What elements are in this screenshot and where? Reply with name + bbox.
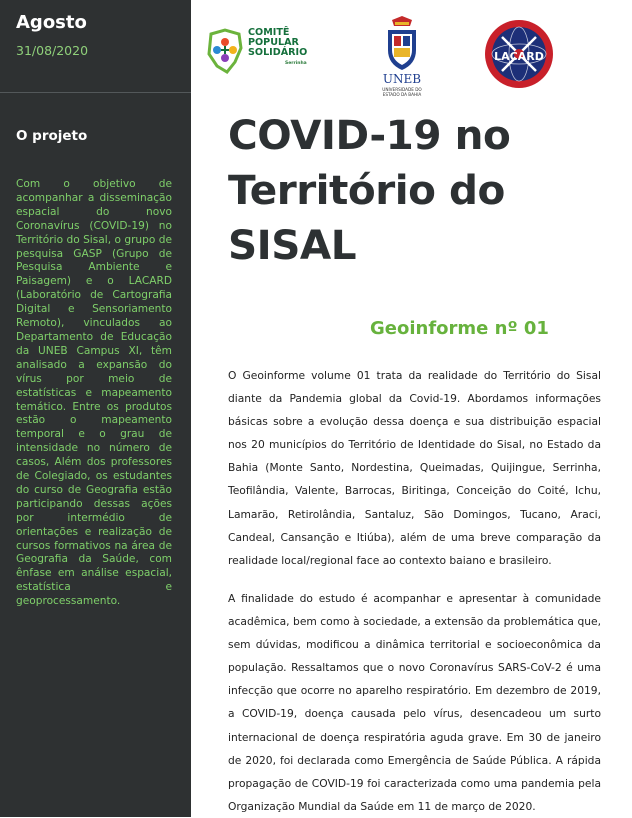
lacard-logo <box>484 19 554 89</box>
comite-line-3: SOLIDÁRIO <box>248 47 308 59</box>
sidebar-divider <box>0 92 191 93</box>
uneb-crest-icon <box>378 16 426 72</box>
comite-line-1: COMITÊ <box>248 27 290 38</box>
uneb-subtitle-line-2: ESTADO DA BAHIA <box>382 92 422 97</box>
purpose-paragraph: A finalidade do estudo é acompanhar e apresentar à comunidade acadêmica, bem como à sociedade, a extensão da problemática que, sem dúvidas, modificou a dinâmica territorial e socioeconômica da população. Ressaltamos que o novo Coronavírus SARS-CoV-2 é uma infecção que ocorre no aparelho respiratório. Em dezembro de 2019, a COVID-19, doença causada pelo vírus, desencadeou um surto internacional de doença respiratória aguda grave. Em 30 de janeiro de 2020, foi declarada como Emergência de Saúde Pública. A rápida propagação de COVID-19 foi caracterizada como uma pandemia pela Organização Mundial da Saúde em 11 de março de 2020. <box>228 592 601 813</box>
uneb-subtitle-line-1: UNIVERSIDADE DO <box>382 87 422 92</box>
comite-line-2: POPULAR <box>248 37 299 49</box>
comite-popular-logo <box>205 28 323 76</box>
comite-map-icon <box>205 28 245 74</box>
sidebar <box>0 0 191 817</box>
comite-subtitle: Serrinha <box>285 61 307 66</box>
sidebar-heading: O projeto <box>16 128 88 144</box>
page-title: COVID-19 no Território do SISAL <box>228 111 511 269</box>
uneb-subtitle <box>374 87 430 97</box>
lacard-globe-icon <box>484 19 554 89</box>
sidebar-month: Agosto <box>16 12 87 33</box>
geoinforme-subtitle: Geoinforme nº 01 <box>370 318 549 339</box>
sidebar-project-text: Com o objetivo de acompanhar a disseminação espacial do novo Coronavírus (COVID-19) no Território do Sisal, o grupo de pesquisa GASP (Grupo de Pesquisa Ambiente e Paisagem) e o LACARD (Laboratório de Cartografia Digital e Sensoriamento Remoto), vinculados ao Departamento de Educação da UNEB Campus XI, têm analisado a expansão do vírus por meio de estatísticas e mapeamento temático. Entre os produtos estão o mapeamento temporal e o grau de intensidade no número de casos, Além dos professores de Colegiado, os estudantes do curso de Geografia estão participando dessas ações por intermédio de orientações e realização de cursos formativos na área de Geografia da Saúde, com ênfase em análise espacial, estatística e geoprocessamento. <box>16 178 172 608</box>
lacard-wordmark: LACARD <box>494 50 544 63</box>
intro-paragraph: O Geoinforme volume 01 trata da realidade do Território do Sisal diante da Pandemia global da Covid-19. Abordamos informações básicas sobre a evolução dessa doença e sua distribuição espacial nos 20 municípios do Território de Identidade do Sisal, no Estado da Bahia (Monte Santo, Nordestina, Queimadas, Quijingue, Serrinha, Teofilândia, Valente, Barrocas, Biritinga, Conceição do Coité, Ichu, Lamarão, Retirolândia, Santaluz, São Domingos, Tucano, Araci, Candeal, Cansanção e Itiúba), além de uma breve comparação da realidade local/regional face ao contexto baiano e brasileiro. <box>228 369 601 567</box>
comite-wordmark <box>248 28 307 59</box>
uneb-logo <box>378 16 426 108</box>
uneb-wordmark: UNEB <box>382 72 422 86</box>
sidebar-date: 31/08/2020 <box>16 43 89 58</box>
